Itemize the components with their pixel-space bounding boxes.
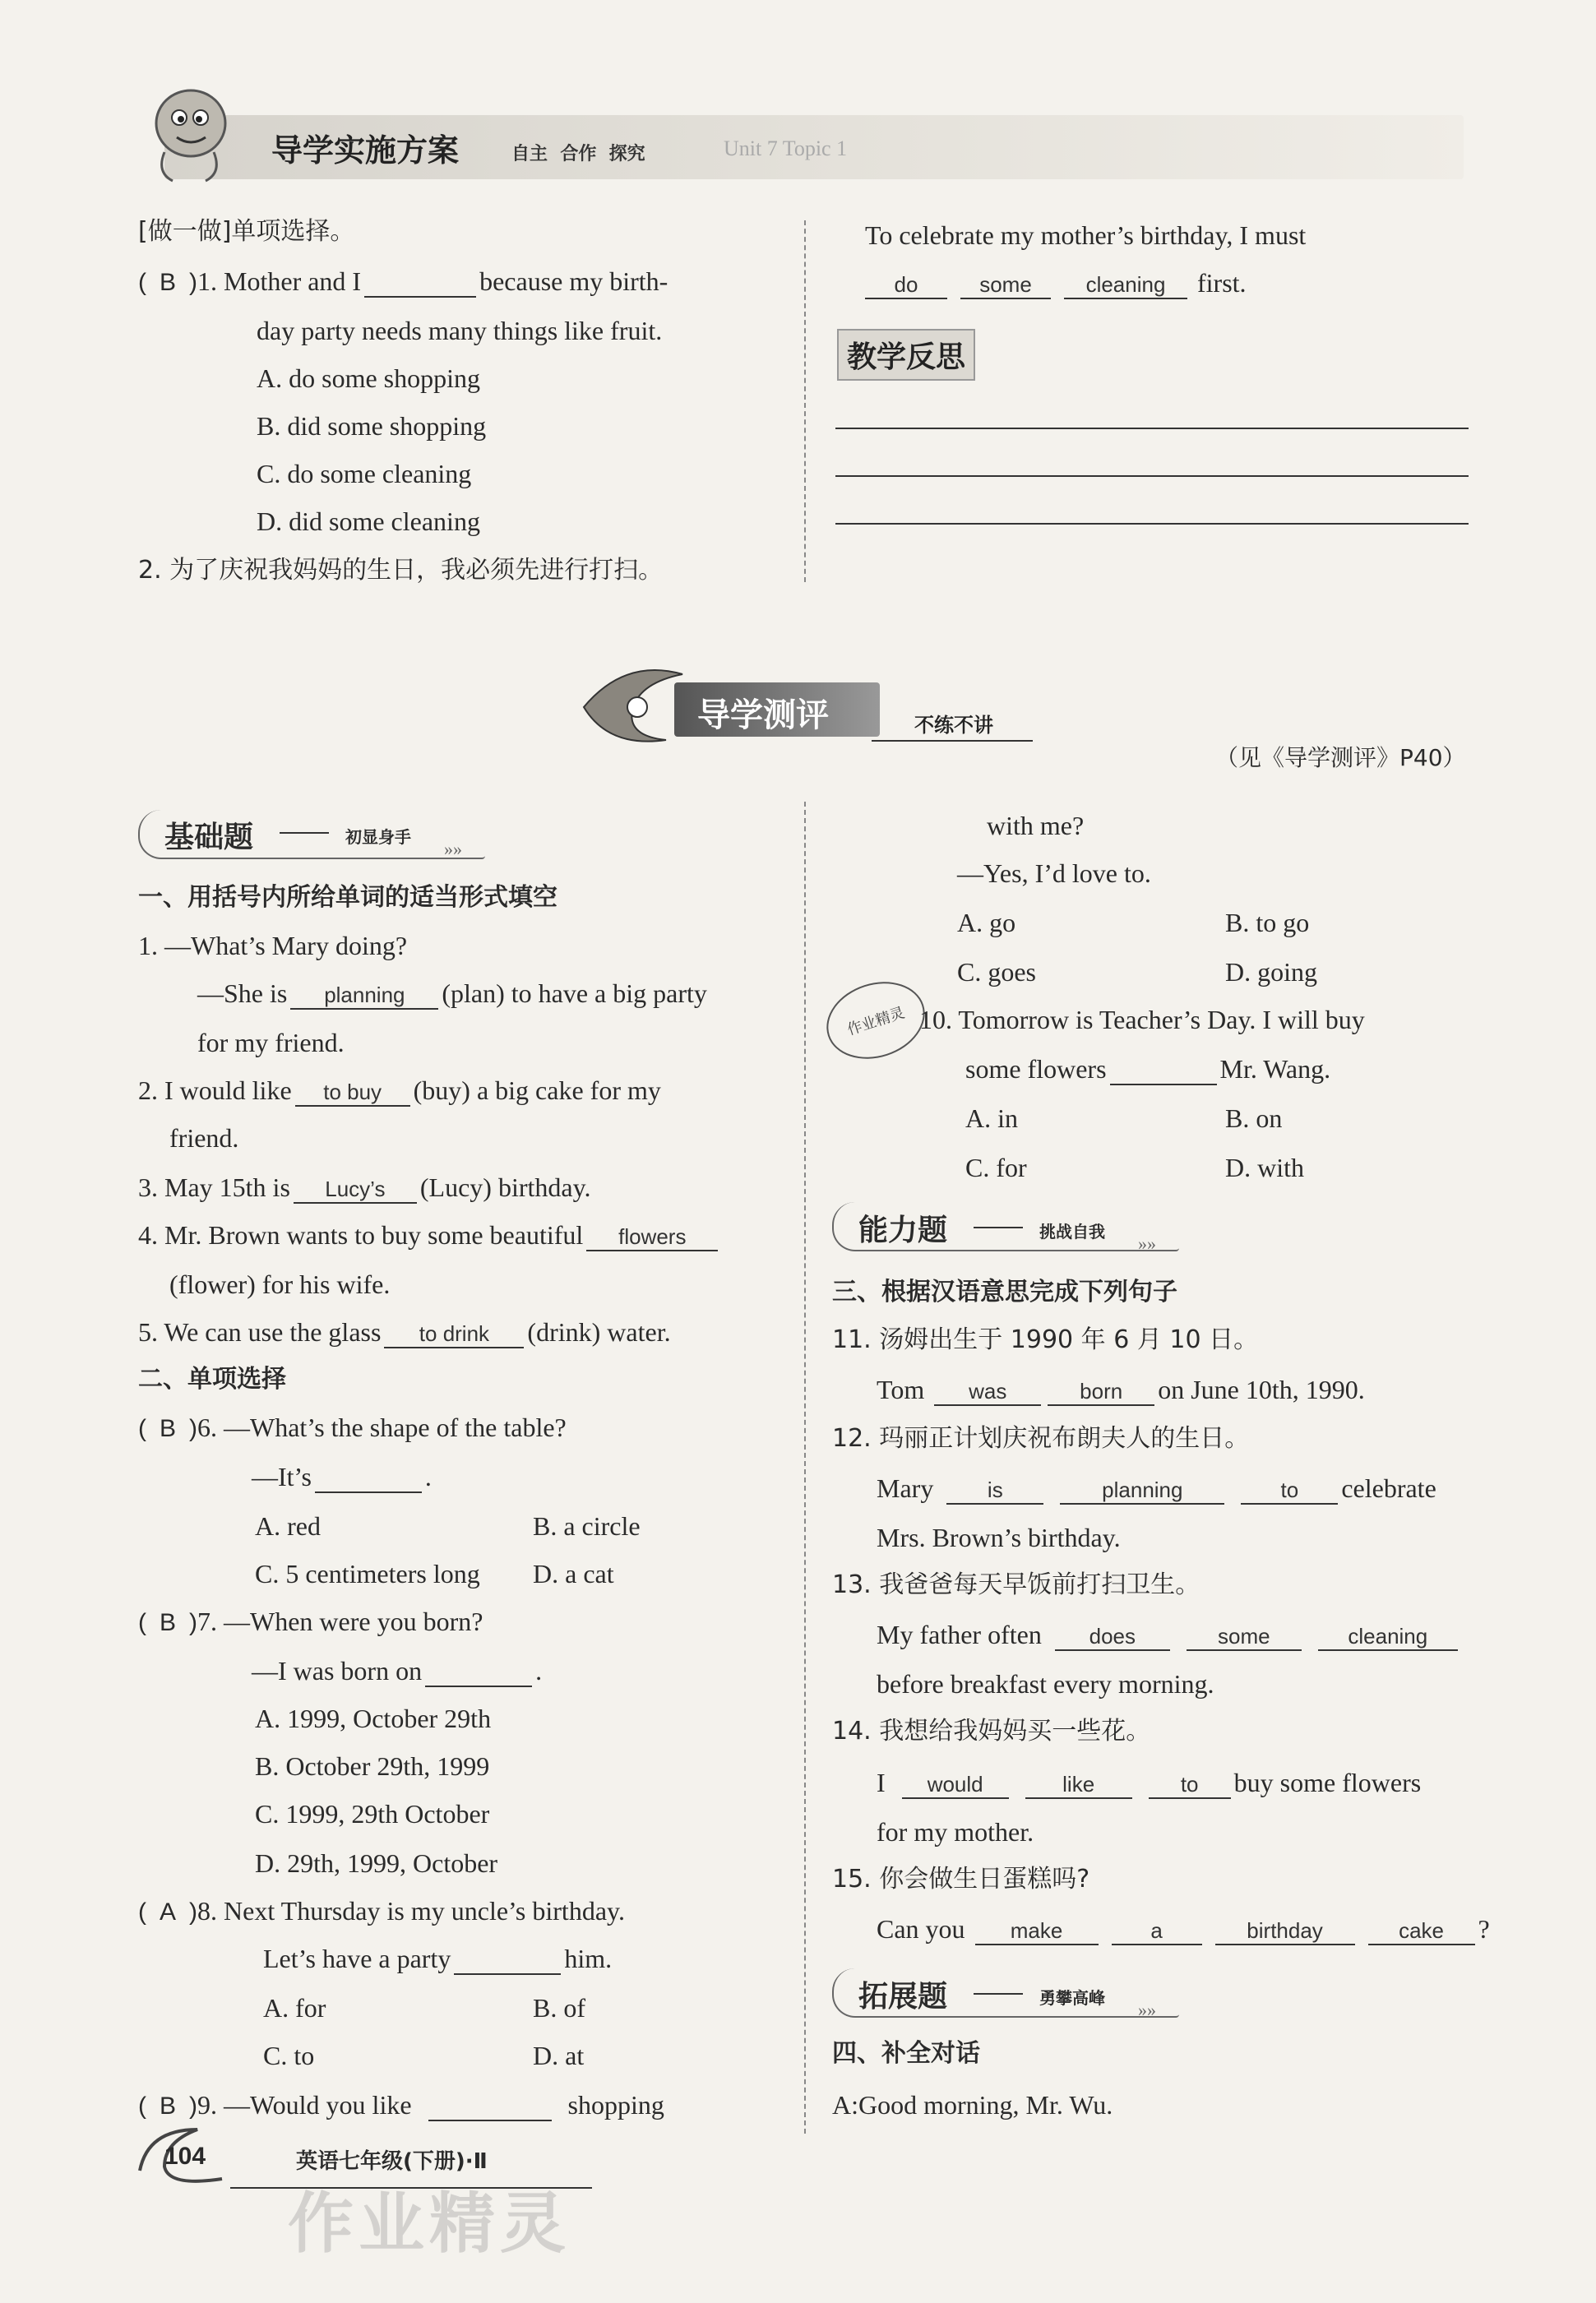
q9-option-d: D. going	[1225, 957, 1317, 987]
extend-tag-sub: 勇攀高峰	[1039, 1988, 1105, 2008]
q1-answer: B	[160, 269, 177, 296]
q15-blank-4: cake	[1368, 1917, 1475, 1945]
q10-line1: 10. Tomorrow is Teacher’s Day. I will buy	[919, 1005, 1365, 1034]
q6-line1: ( B )6. —What’s the shape of the table?	[138, 1413, 567, 1442]
q13-blank-2: some	[1187, 1623, 1302, 1651]
q13-blank-1: does	[1055, 1623, 1170, 1651]
q15-blank-3: birthday	[1215, 1917, 1355, 1945]
q1-blank	[364, 270, 476, 298]
ability-tag-sub: 挑战自我	[1039, 1222, 1105, 1242]
q9-blank	[428, 2093, 552, 2121]
q6-option-b: B. a circle	[533, 1511, 641, 1541]
item3-line1: 3. May 15th is Lucy’s (Lucy) birthday.	[138, 1172, 591, 1202]
header-unit: Unit 7 Topic 1	[724, 136, 848, 160]
item4-blank: flowers	[586, 1223, 718, 1251]
q7-option-d: D. 29th, 1999, October	[255, 1848, 498, 1878]
q10-option-c: C. for	[965, 1153, 1027, 1182]
q12-en: Mary is planning to celebrate	[877, 1473, 1436, 1503]
q8-blank	[454, 1947, 561, 1975]
q8-answer: A	[160, 1898, 177, 1926]
q1-option-d: D. did some cleaning	[257, 506, 480, 536]
page-number: 104	[164, 2143, 206, 2170]
q10-option-a: A. in	[965, 1103, 1018, 1133]
reflection-title: 教学反思	[837, 329, 975, 381]
item1-blank: planning	[290, 982, 438, 1010]
q15-en: Can you make a birthday cake ?	[877, 1914, 1490, 1944]
q9-option-b: B. to go	[1225, 908, 1310, 937]
q13-cn: 13. 我爸爸每天早饭前打扫卫生。	[832, 1570, 1200, 1599]
extend-tag: 拓展题	[858, 1980, 948, 2014]
basic-tag-arrows: »»	[444, 839, 462, 859]
q8-option-a: A. for	[263, 1993, 326, 2023]
q8-line2: Let’s have a party him.	[263, 1944, 613, 1973]
ability-tag-arrows: »»	[1138, 1233, 1156, 1254]
part4-heading: 四、补全对话	[832, 2039, 980, 2068]
q13-blank-3: cleaning	[1318, 1623, 1458, 1651]
q1-option-c: C. do some cleaning	[257, 459, 472, 488]
q2-text: 2. 为了庆祝我妈妈的生日，我必须先进行打扫。	[138, 556, 664, 585]
header-title: 导学实施方案	[271, 132, 460, 169]
q7-line2: —I was born on .	[252, 1656, 543, 1686]
book-title: 英语七年级(下册)·Ⅱ	[296, 2149, 488, 2174]
q1-line2: day party needs many things like fruit.	[257, 316, 663, 345]
q12-cn: 12. 玛丽正计划庆祝布朗夫人的生日。	[832, 1424, 1250, 1453]
q11-en: Tom was born on June 10th, 1990.	[877, 1375, 1365, 1404]
q7-line1: ( B )7. —When were you born?	[138, 1607, 483, 1636]
q6-option-a: A. red	[255, 1511, 321, 1541]
q6-option-c: C. 5 centimeters long	[255, 1559, 480, 1589]
q15-blank-2: a	[1112, 1917, 1202, 1945]
q11-blank-2: born	[1048, 1378, 1154, 1406]
q7-option-c: C. 1999, 29th October	[255, 1799, 490, 1829]
q8-option-c: C. to	[263, 2041, 315, 2070]
q9-line2: with me?	[987, 811, 1085, 840]
q12-blank-2: planning	[1060, 1477, 1224, 1505]
q9-line3: —Yes, I’d love to.	[957, 858, 1151, 888]
item3-blank: Lucy’s	[294, 1176, 417, 1204]
item2-line1: 2. I would like to buy (buy) a big cake for my	[138, 1075, 661, 1105]
q6-line2: —It’s .	[252, 1462, 432, 1491]
column-divider-top	[804, 220, 806, 582]
item5-line1: 5. We can use the glass to drink (drink) water.	[138, 1317, 671, 1347]
q12-blank-1: is	[946, 1477, 1043, 1505]
q7-option-a: A. 1999, October 29th	[255, 1704, 492, 1733]
item1-line3: for my friend.	[197, 1028, 345, 1057]
q8-option-b: B. of	[533, 1993, 585, 2023]
q12-blank-3: to	[1241, 1477, 1338, 1505]
basic-tag-dash	[280, 832, 329, 834]
watermark: 作业精灵	[288, 2185, 571, 2262]
banner-underline	[872, 740, 1033, 742]
banner-ref: （见《导学测评》P40）	[1215, 744, 1466, 771]
ability-tag: 能力题	[858, 1214, 948, 1247]
q10-line2: some flowers Mr. Wang.	[965, 1054, 1331, 1084]
q10-blank	[1110, 1057, 1217, 1085]
q13-line3: before breakfast every morning.	[877, 1669, 1214, 1699]
header-subtitle: 自主 合作 探究	[511, 144, 645, 164]
reflection-line-1	[835, 428, 1469, 429]
try-it-heading: [做一做]单项选择。	[138, 217, 355, 246]
q15-cn: 15. 你会做生日蛋糕吗?	[832, 1865, 1090, 1894]
q10-option-d: D. with	[1225, 1153, 1304, 1182]
column-divider-bottom	[804, 802, 806, 2134]
q8-option-d: D. at	[533, 2041, 585, 2070]
q11-blank-1: was	[934, 1378, 1041, 1406]
item4-line2: (flower) for his wife.	[169, 1269, 391, 1299]
ability-tag-dash	[974, 1227, 1023, 1228]
q6-option-d: D. a cat	[533, 1559, 614, 1589]
dialogue-line-a: A:Good morning, Mr. Wu.	[832, 2090, 1113, 2120]
reflection-line-3	[835, 523, 1469, 525]
basic-tag-sub: 初显身手	[345, 827, 411, 847]
part2-heading: 二、单项选择	[138, 1365, 286, 1394]
q2-blank-1: do	[865, 271, 947, 299]
stamp-icon: 作业精灵	[817, 969, 935, 1071]
q7-blank	[425, 1659, 532, 1687]
q13-en: My father often does some cleaning	[877, 1618, 1461, 1651]
extend-tag-arrows: »»	[1138, 2000, 1156, 2020]
q7-answer: B	[160, 1609, 177, 1636]
q14-en: I would like to buy some flowers	[877, 1768, 1422, 1797]
item5-blank: to drink	[384, 1320, 524, 1348]
part1-heading: 一、用括号内所给单词的适当形式填空	[138, 883, 557, 912]
q1-option-b: B. did some shopping	[257, 411, 487, 441]
q9-answer: B	[160, 2093, 177, 2120]
q14-line3: for my mother.	[877, 1817, 1034, 1847]
banner-tag: 不练不讲	[914, 714, 993, 737]
q12-line3: Mrs. Brown’s birthday.	[877, 1523, 1121, 1552]
q14-blank-3: to	[1149, 1771, 1231, 1799]
q14-blank-1: would	[902, 1771, 1009, 1799]
q2-line2: do some cleaning first.	[862, 266, 1247, 299]
q6-blank	[315, 1465, 422, 1493]
q2-blank-3: cleaning	[1064, 271, 1187, 299]
extend-tag-dash	[974, 1993, 1023, 1995]
part3-heading: 三、根据汉语意思完成下列句子	[832, 1278, 1177, 1306]
item2-blank: to buy	[295, 1079, 410, 1107]
q1-option-a: A. do some shopping	[257, 363, 480, 393]
q7-option-b: B. October 29th, 1999	[255, 1751, 490, 1781]
banner-title: 导学测评	[697, 696, 829, 734]
item1-line1: 1. —What’s Mary doing?	[138, 931, 408, 960]
q15-blank-1: make	[975, 1917, 1099, 1945]
basic-tag: 基础题	[164, 821, 254, 854]
item2-line2: friend.	[169, 1123, 239, 1153]
q9-option-c: C. goes	[957, 957, 1036, 987]
q1-line1: ( B )1. Mother and I because my birth-	[138, 266, 668, 296]
reflection-line-2	[835, 475, 1469, 477]
mascot-icon	[140, 78, 238, 185]
q2-line1: To celebrate my mother’s birthday, I must	[865, 220, 1307, 250]
item1-line2: —She is planning (plan) to have a big party	[197, 978, 707, 1008]
q14-cn: 14. 我想给我妈妈买一些花。	[832, 1717, 1151, 1746]
q9-option-a: A. go	[957, 908, 1016, 937]
q2-blank-2: some	[960, 271, 1051, 299]
q9-line1: ( B )9. —Would you like shopping	[138, 2090, 664, 2120]
q14-blank-2: like	[1025, 1771, 1132, 1799]
q11-cn: 11. 汤姆出生于 1990 年 6 月 10 日。	[832, 1325, 1259, 1354]
item4-line1: 4. Mr. Brown wants to buy some beautiful flowers	[138, 1219, 721, 1251]
q8-line1: ( A )8. Next Thursday is my uncle’s birthday.	[138, 1896, 625, 1926]
q6-answer: B	[160, 1415, 177, 1442]
q10-option-b: B. on	[1225, 1103, 1283, 1133]
